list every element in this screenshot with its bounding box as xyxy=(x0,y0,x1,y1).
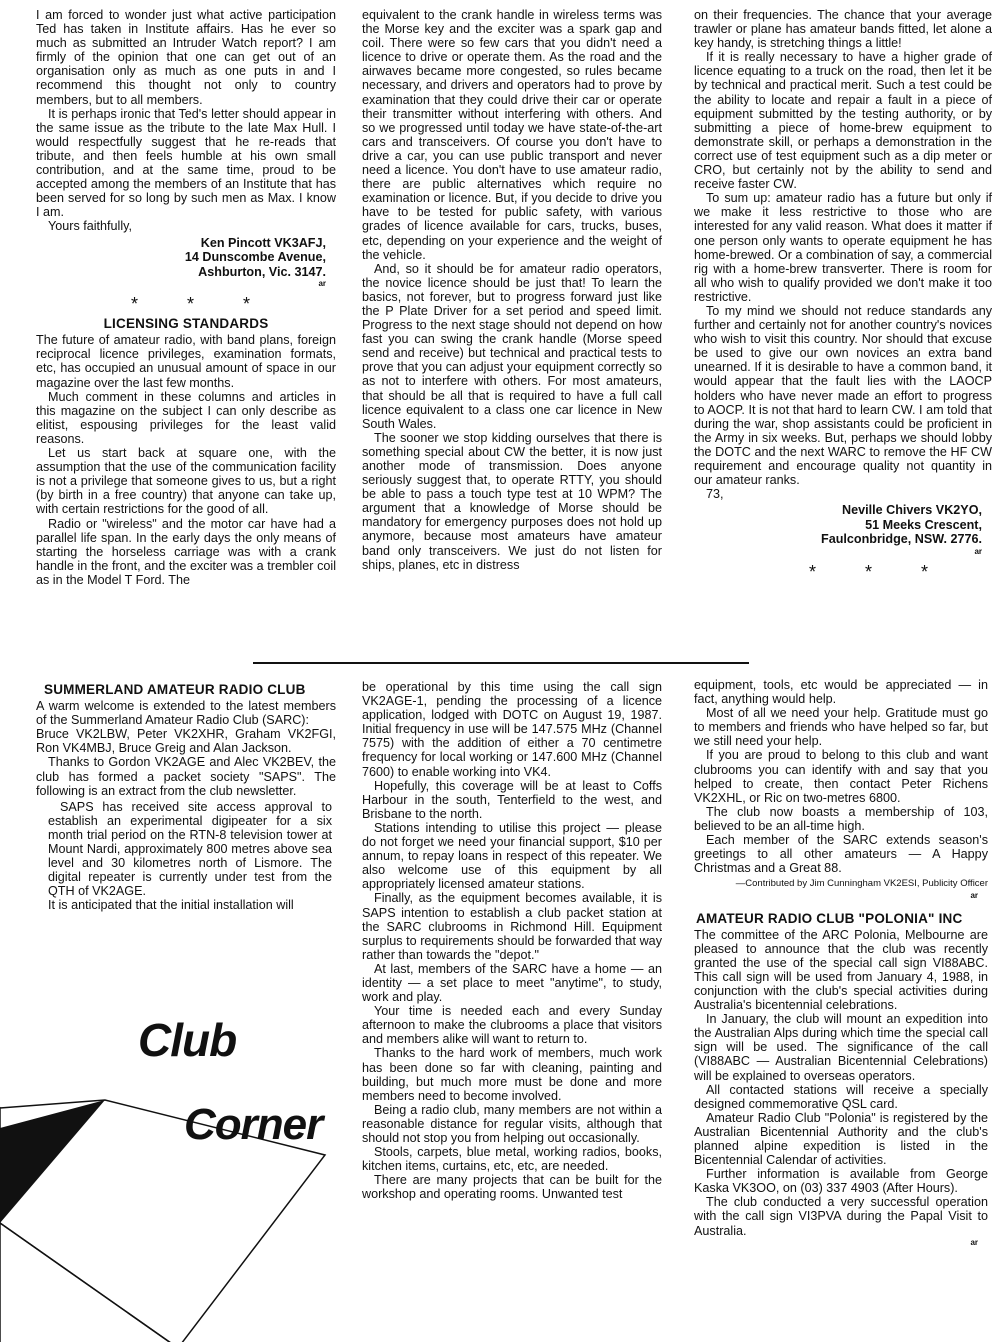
club-paragraph: In January, the club will mount an expedition into the Australian Alps during which time the special call sign will be used. The significance of the call (VI88ABC — Australian Bicentennial Celebrations) will be explained to overseas operators. xyxy=(694,1012,988,1083)
letter-paragraph: And, so it should be for amateur radio operators, the novice licence should be just that! To learn the basics, not forever, but to progress forward just like the P Plate Driver for a set period and speed limit. Progress to the next stage should not depend on how fast you can swing the crank handle (Morse speed send and receive) but technical and practical tests to prove that you can adjust your equipment correctly so as not to interfere with others. For most amateurs, that should be all that is required to have a full call licence equivalent to a class one car licence in New South Wales. xyxy=(362,261,662,431)
letter-column-3 xyxy=(694,8,992,585)
club-paragraph: It is anticipated that the initial installation will xyxy=(48,898,294,913)
club-heading: SUMMERLAND AMATEUR RADIO CLUB xyxy=(44,682,306,697)
club-heading: AMATEUR RADIO CLUB "POLONIA" INC xyxy=(696,910,963,926)
letter-paragraph: If it is really necessary to have a higher grade of licence equating to a truck on the road, then let it be by technical and practical merit. Such a test could be the ability to locate and repair a fault in a piece of equipment submitted by the testing authority, or by submitting a piece of home-brew equipment to demonstrate skill, or perhaps a demonstration in the correct use of test equipment such as a dip meter or CRO, but certainly not by the ability to send and receive faster CW. xyxy=(694,50,992,192)
letter-paragraph: To my mind we should not reduce standards any further and certainly not for another country's novices who wish to visit this country. Nor should that excuse be used to give our own novices an extra band unearned. If it is desirable to have a common band, it would appear that the fault lies with the LAOCP holders who have never made an effort to progress to AOCP. It is not that hard to learn CW. I am told that during the war, shop assistants could be proficient in the Army in six weeks. But, perhaps we should lobby the DOTC and the next WARC to remove the HF CW requirement and encourage quality not quantity in our amateur ranks. xyxy=(694,303,992,488)
letter-paragraph: The sooner we stop kidding ourselves that there is something special about CW the better, it is now just another mode of transmission. Does anyone seriously suggest that, to operate RTTY, you should be able to pass a touch type test at 10 WPM? The argument that a knowledge of Morse should be mandatory for emergency purposes does not hold up anymore, because most amateurs have amateur band only transceivers. We just do not listen for ships, planes, etc in distress xyxy=(362,430,662,572)
letter-paragraph: Much comment in these columns and articles in this magazine on the subject I can only describe as elitist, espousing privileges for the least valid reasons. xyxy=(36,389,336,446)
club-paragraph: If you are proud to belong to this club and want clubrooms you can identify with and say that you helped to create, then contact Peter Richens VK2XHL, or Ric on two-metres 6800. xyxy=(694,748,988,805)
club-paragraph: There are many projects that can be built for the workshop and operating rooms. Unwanted test xyxy=(362,1173,662,1202)
club-paragraph: At last, members of the SARC have a home — an identity — a set place to meet "anytime", to study, work and play. xyxy=(362,961,662,1005)
club-paragraph: Thanks to Gordon VK2AGE and Alec VK2BEV, the club has formed a packet society "SAPS". The following is an extract from the club newsletter. xyxy=(36,755,336,798)
signature-line: 51 Meeks Crescent, xyxy=(865,517,982,532)
contributor-credit: —Contributed by Jim Cunningham VK2ESI, Publicity Officer xyxy=(735,878,988,890)
letter-paragraph: I am forced to wonder just what active participation Ted has taken in Institute affairs. Has he ever so much as submitted an Intruder Watch report? I am firmly of the opinion that one can get out of an organisation only as much as one puts in and I recommend this thought not only to country members, but to all members. xyxy=(36,8,336,107)
letter-paragraph: equivalent to the crank handle in wireless terms was the Morse key and the exciter was a spark gap and coil. There were so few cars that you didn't need a licence to drive or operate them. As the road and the airwaves became more congested, so rules became necessary, and drivers and operators had to prove by examination that they could drive their car or operate their transmitter without interfering with others. And so we progressed until today we have state-of-the-art cars and transceivers. Of course you don't have to drive a car, you can use public transport and never need a licence. You don't have to use amateur radio, there are public alternatives which require no examination or licence. But, if you decide to drive you have to be tested for public safety, with various grades of licence available for cars, trucks, buses, etc, depending on your experience and the weight of the vehicle. xyxy=(362,8,662,262)
club-paragraph: Stools, carpets, blue metal, working radios, books, kitchen items, curtains, etc, etc, are needed. xyxy=(362,1145,662,1174)
letter-closing: Yours faithfully, xyxy=(48,219,133,234)
section-heading: LICENSING STANDARDS xyxy=(103,316,269,332)
club-paragraph: Each member of the SARC extends season's greetings to all other amateurs — A Happy Christmas and a Great 88. xyxy=(694,833,988,876)
club-paragraph: A warm welcome is extended to the latest members of the Summerland Amateur Radio Club (SARC): xyxy=(36,699,336,728)
newsletter-extract: SAPS has received site access approval to establish an experimental digipeater for a six month trial period on the RTN-8 television tower at Mount Nardi, approximately 800 metres above sea level and 30 kilometres north of Lismore. The digital repeater is currently under test from the QTH of VK2AGE. xyxy=(48,799,332,899)
club-logo-word: Club xyxy=(138,1014,237,1066)
letter-paragraph: To sum up: amateur radio has a future but only if we make it less restrictive to those who are interested for any valid reason. What does it matter if one person only wants to operate equipment he has home-brewed. Or a combination of say, a commercial rig with a home-brew transverter. There is room for all who wish to qualify provided we don't make it too restrictive. xyxy=(694,191,992,304)
letter-paragraph: It is perhaps ironic that Ted's letter should appear in the same issue as the tribute to the late Max Hull. I would respectfully suggest that he re-reads that tribute, and then feels humble at his own small contribution, and at the same time, proud to be accepted among the members of an Institute that has been served for so long by such men as Max. I know I am. xyxy=(36,106,336,220)
signature-line: Ken Pincott VK3AFJ, xyxy=(200,235,326,250)
club-paragraph: be operational by this time using the call sign VK2AGE-1, pending the processing of a licence application, lodged with DOTC on August 19, 1987. Initial frequency in use will be 147.575 MHz (Channel 7575) with the addition of either a 70 centimetre frequency for local working or 147.600 MHz (Channel 7600) to enable working into VK4. xyxy=(362,680,662,779)
section-rule xyxy=(253,662,749,664)
club-column-2 xyxy=(362,680,662,1201)
letter-paragraph: The future of amateur radio, with band plans, foreign reciprocal licence privileges, examination formats, etc, has occupied an unusual amount of space in our magazine over the last few months. xyxy=(36,333,336,390)
signature-line: Faulconbridge, NSW. 2776. xyxy=(821,532,982,547)
club-paragraph: The club now boasts a membership of 103, believed to be an all-time high. xyxy=(694,804,988,833)
club-paragraph: Further information is available from George Kaska VK3OO, on (03) 337 4903 (After Hours). xyxy=(694,1167,988,1196)
club-paragraph: Most of all we need your help. Gratitude must go to members and friends who have helped so far, but we still need your help. xyxy=(694,706,988,749)
end-mark: ar xyxy=(974,546,982,556)
signature-block xyxy=(694,503,982,547)
club-column-3 xyxy=(694,678,988,1250)
club-paragraph: Amateur Radio Club "Polonia" is registered by the Australian Bicentennial Authority and the club's planned alpine expedition is listed in the Bicentennial Calendar of activities. xyxy=(694,1110,988,1168)
club-paragraph: All contacted stations will receive a specially designed commemorative QSL card. xyxy=(694,1082,988,1111)
letter-column-1 xyxy=(36,8,336,587)
letter-closing: 73, xyxy=(706,487,724,502)
signature-line: Neville Chivers VK2YO, xyxy=(842,503,982,518)
club-paragraph: Thanks to the hard work of members, much work has been done so far with cleaning, painting and building, but much more must be done and more members need to become involved. xyxy=(362,1046,662,1103)
section-divider-stars: * * * xyxy=(131,294,273,315)
letter-column-2 xyxy=(362,8,662,572)
end-mark: ar xyxy=(970,1237,978,1247)
end-mark: ar xyxy=(318,279,326,288)
signature-block xyxy=(36,236,326,280)
club-paragraph: The club conducted a very successful operation with the call sign VI3PVA during the Papal Visit to Australia. xyxy=(694,1195,988,1238)
section-divider-stars: * * * xyxy=(809,561,951,582)
club-paragraph: Finally, as the equipment becomes available, it is SAPS intention to establish a club packet station at the SARC clubrooms in Richmond Hill. Equipment surplus to requirements should be forwarded that way rather than towards the "depot." xyxy=(362,891,662,962)
club-paragraph: equipment, tools, etc would be appreciated — in fact, anything would help. xyxy=(694,678,988,707)
letter-paragraph: Radio or "wireless" and the motor car have had a parallel life span. In the early days the only means of starting the horseless carriage was with a crank handle in the front, and the exciter was a trembler coil as in the Model T Ford. The xyxy=(36,516,336,587)
club-paragraph: Being a radio club, many members are not within a reasonable distance for regular visits, although that should not stop you from helping out occasionally. xyxy=(362,1102,662,1145)
club-paragraph: The committee of the ARC Polonia, Melbourne are pleased to announce that the club was recently granted the use of the special call sign VI88ABC. This call sign will be used from January 4, 1988, in conjunction with the club's special activities during Australia's bicentennial celebrations. xyxy=(694,927,988,1013)
club-paragraph: Bruce VK2LBW, Peter VK2XHR, Graham VK2FGI, Ron VK4MBJ, Bruce Greig and Alan Jackson. xyxy=(36,727,336,756)
signature-line: Ashburton, Vic. 3147. xyxy=(198,264,326,279)
club-paragraph: Hopefully, this coverage will be at least to Coffs Harbour in the south, Tenterfield to the west, and Brisbane to the north. xyxy=(362,778,662,821)
club-paragraph: Stations intending to utilise this project — please do not forget we need your financial support, $10 per annum, to repay loans in respect of this repeater. We also welcome use of this equipment by all appropriately licensed amateur stations. xyxy=(362,820,662,892)
signature-line: 14 Dunscombe Avenue, xyxy=(184,250,326,264)
letter-paragraph: Let us start back at square one, with the assumption that the use of the communication facility is not a privilege that someone gives to us, but a right (by birth in a free country) that anyone can take up, with certain restrictions for the good of all. xyxy=(36,446,336,517)
letter-paragraph: on their frequencies. The chance that your average trawler or plane has amateur bands fitted, let alone a key handy, is stretching things a little! xyxy=(694,8,992,51)
club-column-1 xyxy=(36,683,336,913)
corner-logo-word: Corner xyxy=(184,1100,323,1149)
end-mark: ar xyxy=(970,891,978,901)
club-paragraph: Your time is needed each and every Sunday afternoon to make the clubrooms a place that visitors and members alike will want to return to. xyxy=(362,1004,662,1047)
